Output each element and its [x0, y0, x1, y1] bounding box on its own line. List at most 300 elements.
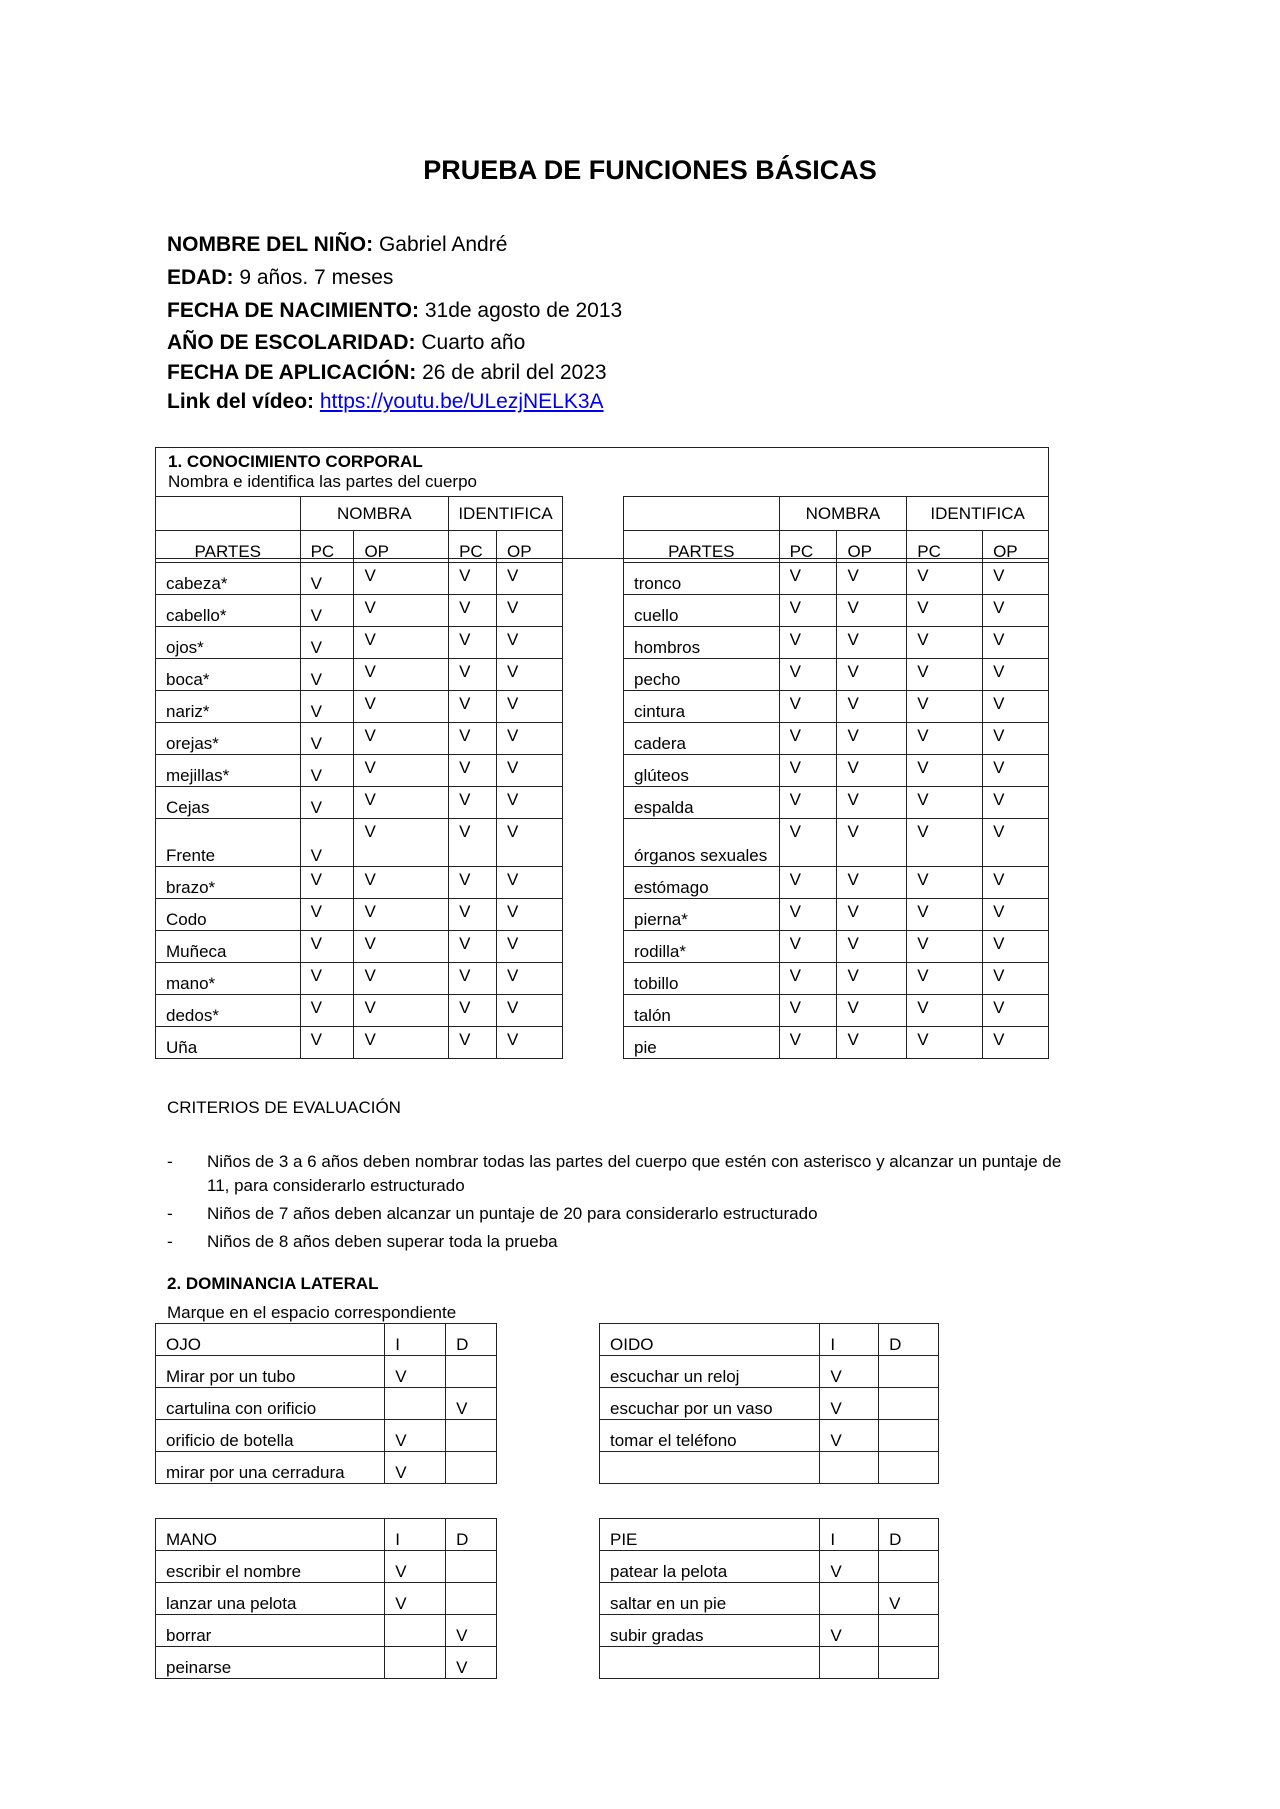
task-name: escuchar un reloj	[600, 1356, 820, 1388]
mark-nombra-pc: V	[300, 1027, 354, 1059]
mark-identifica-op: V	[497, 659, 563, 691]
part-name: brazo*	[156, 867, 301, 899]
mark-identifica-pc: V	[907, 691, 983, 723]
mark-identifica-op: V	[497, 963, 563, 995]
mark-identifica-pc: V	[907, 963, 983, 995]
mark-right: V	[879, 1583, 939, 1615]
part-name: órganos sexuales	[624, 819, 780, 867]
mark-left: V	[385, 1420, 446, 1452]
header-nombra: NOMBRA	[779, 497, 907, 531]
mark-nombra-op: V	[354, 595, 449, 627]
part-name: orejas*	[156, 723, 301, 755]
mark-left	[820, 1452, 879, 1484]
mark-nombra-pc: V	[779, 995, 837, 1027]
part-name: Cejas	[156, 787, 301, 819]
mark-identifica-op: V	[983, 819, 1049, 867]
mark-right	[446, 1356, 497, 1388]
table-row	[624, 963, 1049, 995]
mark-identifica-pc: V	[449, 755, 497, 787]
mark-nombra-op: V	[837, 931, 907, 963]
mark-identifica-pc: V	[907, 819, 983, 867]
criteria-item: - Niños de 3 a 6 años deben nombrar todas las partes del cuerpo que estén con asterisco y alcanzar un puntaje de 11, para considerarlo estructurado	[167, 1150, 1067, 1198]
mark-identifica-pc: V	[907, 995, 983, 1027]
mark-identifica-pc: V	[907, 931, 983, 963]
part-name: Frente	[156, 819, 301, 867]
video-link[interactable]: https://youtu.be/ULezjNELK3A	[319, 390, 604, 413]
header-op: OP	[983, 531, 1049, 563]
task-name	[600, 1452, 820, 1484]
body-parts-table-right	[623, 496, 1049, 1059]
mark-identifica-op: V	[497, 691, 563, 723]
mark-left: V	[820, 1388, 879, 1420]
mark-right	[879, 1647, 939, 1679]
part-name: Codo	[156, 899, 301, 931]
header-izquierda: I	[385, 1519, 446, 1551]
table-row	[624, 995, 1049, 1027]
mark-identifica-op: V	[497, 867, 563, 899]
criteria-list	[167, 1150, 1067, 1258]
dominance-header: OIDO	[600, 1324, 820, 1356]
table-row	[624, 755, 1049, 787]
part-name: talón	[624, 995, 780, 1027]
mark-identifica-op: V	[497, 995, 563, 1027]
task-name: Mirar por un tubo	[156, 1356, 385, 1388]
mark-right	[879, 1452, 939, 1484]
mark-identifica-pc: V	[449, 659, 497, 691]
mark-nombra-pc: V	[300, 723, 354, 755]
mark-identifica-op: V	[983, 563, 1049, 595]
mark-left	[820, 1583, 879, 1615]
table-row	[156, 1027, 563, 1059]
header-pc: PC	[449, 531, 497, 563]
table-row	[600, 1356, 939, 1388]
table-row	[156, 659, 563, 691]
part-name: Uña	[156, 1027, 301, 1059]
mark-nombra-pc: V	[779, 963, 837, 995]
part-name: nariz*	[156, 691, 301, 723]
mark-identifica-op: V	[983, 659, 1049, 691]
mark-nombra-op: V	[354, 995, 449, 1027]
mark-nombra-op: V	[837, 659, 907, 691]
table-row	[156, 1551, 497, 1583]
mark-nombra-op: V	[837, 867, 907, 899]
table-row	[156, 755, 563, 787]
header-row	[156, 1324, 497, 1356]
dominance-header: PIE	[600, 1519, 820, 1551]
task-name: lanzar una pelota	[156, 1583, 385, 1615]
mark-left: V	[385, 1583, 446, 1615]
mark-nombra-op: V	[354, 867, 449, 899]
table-row	[156, 867, 563, 899]
mark-nombra-op: V	[837, 963, 907, 995]
mark-identifica-op: V	[983, 931, 1049, 963]
mark-identifica-pc: V	[907, 755, 983, 787]
mark-nombra-op: V	[354, 563, 449, 595]
mark-nombra-op: V	[354, 787, 449, 819]
mark-nombra-pc: V	[779, 755, 837, 787]
criteria-title: CRITERIOS DE EVALUACIÓN	[167, 1098, 401, 1117]
mark-identifica-op: V	[497, 563, 563, 595]
mark-nombra-op: V	[837, 627, 907, 659]
part-name: tobillo	[624, 963, 780, 995]
mark-identifica-op: V	[497, 819, 563, 867]
mark-identifica-op: V	[983, 963, 1049, 995]
task-name: borrar	[156, 1615, 385, 1647]
part-name: espalda	[624, 787, 780, 819]
mark-nombra-pc: V	[300, 659, 354, 691]
part-name: mejillas*	[156, 755, 301, 787]
part-name: estómago	[624, 867, 780, 899]
table-row	[624, 867, 1049, 899]
task-name: escribir el nombre	[156, 1551, 385, 1583]
header-pc: PC	[907, 531, 983, 563]
mark-right: V	[446, 1388, 497, 1420]
table-row	[624, 659, 1049, 691]
mark-nombra-pc: V	[779, 819, 837, 867]
mark-right	[446, 1551, 497, 1583]
part-name: ojos*	[156, 627, 301, 659]
mark-nombra-op: V	[354, 819, 449, 867]
header-row	[600, 1519, 939, 1551]
mark-left	[820, 1647, 879, 1679]
task-name: patear la pelota	[600, 1551, 820, 1583]
info-name: NOMBRE DEL NIÑO: Gabriel André	[167, 233, 508, 256]
table-row	[600, 1647, 939, 1679]
mark-nombra-op: V	[354, 899, 449, 931]
mark-right	[446, 1420, 497, 1452]
header-row-columns	[624, 531, 1049, 563]
table-row	[156, 995, 563, 1027]
task-name: mirar por una cerradura	[156, 1452, 385, 1484]
table-row	[156, 963, 563, 995]
mark-identifica-pc: V	[449, 723, 497, 755]
table-row	[624, 595, 1049, 627]
mark-left	[385, 1388, 446, 1420]
mark-nombra-op: V	[354, 723, 449, 755]
table-row	[156, 1420, 497, 1452]
mark-identifica-op: V	[983, 899, 1049, 931]
mark-identifica-pc: V	[449, 595, 497, 627]
mark-identifica-op: V	[983, 755, 1049, 787]
page-title: PRUEBA DE FUNCIONES BÁSICAS	[423, 155, 877, 185]
mark-nombra-pc: V	[300, 595, 354, 627]
dominance-header: MANO	[156, 1519, 385, 1551]
table-row	[600, 1615, 939, 1647]
mark-nombra-pc: V	[779, 787, 837, 819]
mark-nombra-pc: V	[300, 931, 354, 963]
body-parts-table-left	[155, 496, 563, 1059]
mark-nombra-op: V	[837, 595, 907, 627]
part-name: dedos*	[156, 995, 301, 1027]
header-row	[600, 1324, 939, 1356]
header-pc: PC	[300, 531, 354, 563]
mark-left: V	[820, 1420, 879, 1452]
mark-left: V	[385, 1452, 446, 1484]
header-blank	[156, 497, 301, 531]
header-row-groups	[156, 497, 563, 531]
part-name: pecho	[624, 659, 780, 691]
mark-identifica-op: V	[983, 723, 1049, 755]
mark-nombra-pc: V	[779, 563, 837, 595]
part-name: hombros	[624, 627, 780, 659]
part-name: cuello	[624, 595, 780, 627]
mark-left: V	[820, 1551, 879, 1583]
part-name: cabeza*	[156, 563, 301, 595]
header-pc: PC	[779, 531, 837, 563]
table-row	[624, 563, 1049, 595]
mark-right: V	[446, 1615, 497, 1647]
mark-identifica-pc: V	[449, 627, 497, 659]
mark-identifica-op: V	[497, 755, 563, 787]
mark-nombra-op: V	[354, 659, 449, 691]
section1-title: 1. CONOCIMIENTO CORPORAL	[168, 452, 423, 471]
header-derecha: D	[879, 1519, 939, 1551]
mark-identifica-pc: V	[449, 787, 497, 819]
header-derecha: D	[879, 1324, 939, 1356]
mark-nombra-op: V	[354, 1027, 449, 1059]
info-application-date: FECHA DE APLICACIÓN: 26 de abril del 2023	[167, 361, 607, 384]
part-name: mano*	[156, 963, 301, 995]
header-derecha: D	[446, 1519, 497, 1551]
header-derecha: D	[446, 1324, 497, 1356]
mark-identifica-op: V	[497, 595, 563, 627]
mark-right	[879, 1356, 939, 1388]
part-name: tronco	[624, 563, 780, 595]
mark-nombra-pc: V	[779, 931, 837, 963]
mark-identifica-pc: V	[449, 1027, 497, 1059]
dominance-table-hand	[155, 1518, 497, 1679]
table-row	[624, 899, 1049, 931]
part-name: cintura	[624, 691, 780, 723]
mark-identifica-op: V	[497, 787, 563, 819]
mark-identifica-op: V	[983, 595, 1049, 627]
section2-subtitle: Marque en el espacio correspondiente	[167, 1303, 457, 1322]
mark-left	[385, 1615, 446, 1647]
mark-right	[446, 1452, 497, 1484]
part-name: cadera	[624, 723, 780, 755]
header-op: OP	[837, 531, 907, 563]
header-blank	[624, 497, 780, 531]
mark-identifica-pc: V	[907, 627, 983, 659]
mark-identifica-pc: V	[449, 563, 497, 595]
header-partes: PARTES	[156, 531, 301, 563]
header-row-columns	[156, 531, 563, 563]
table-row	[156, 1356, 497, 1388]
table-row	[600, 1583, 939, 1615]
dominance-header: OJO	[156, 1324, 385, 1356]
table-row	[600, 1551, 939, 1583]
mark-nombra-pc: V	[779, 899, 837, 931]
task-name: orificio de botella	[156, 1420, 385, 1452]
header-nombra: NOMBRA	[300, 497, 449, 531]
evaluation-criteria	[167, 1098, 1062, 1251]
mark-identifica-pc: V	[449, 691, 497, 723]
mark-identifica-op: V	[983, 867, 1049, 899]
task-name: tomar el teléfono	[600, 1420, 820, 1452]
mark-left: V	[820, 1615, 879, 1647]
mark-identifica-pc: V	[907, 1027, 983, 1059]
criteria-item: - Niños de 7 años deben alcanzar un puntaje de 20 para considerarlo estructurado	[167, 1202, 1067, 1226]
criteria-item: - Niños de 8 años deben superar toda la prueba	[167, 1230, 1067, 1254]
table-row	[156, 899, 563, 931]
mark-identifica-pc: V	[449, 931, 497, 963]
table-row	[156, 819, 563, 867]
table-row	[624, 819, 1049, 867]
mark-nombra-op: V	[837, 787, 907, 819]
mark-nombra-pc: V	[779, 867, 837, 899]
task-name: cartulina con orificio	[156, 1388, 385, 1420]
mark-nombra-pc: V	[300, 867, 354, 899]
mark-nombra-op: V	[354, 963, 449, 995]
task-name: escuchar por un vaso	[600, 1388, 820, 1420]
mark-right	[446, 1583, 497, 1615]
mark-nombra-pc: V	[300, 819, 354, 867]
mark-identifica-pc: V	[449, 867, 497, 899]
info-video-link: Link del vídeo: https://youtu.be/ULezjNELK3A	[167, 390, 604, 413]
mark-identifica-op: V	[497, 723, 563, 755]
mark-nombra-pc: V	[779, 595, 837, 627]
mark-nombra-op: V	[354, 691, 449, 723]
table-row	[624, 1027, 1049, 1059]
table-row	[624, 723, 1049, 755]
task-name: peinarse	[156, 1647, 385, 1679]
mark-nombra-op: V	[837, 995, 907, 1027]
mark-identifica-op: V	[497, 899, 563, 931]
header-izquierda: I	[385, 1324, 446, 1356]
table-row	[156, 723, 563, 755]
mark-identifica-op: V	[497, 931, 563, 963]
mark-right	[879, 1551, 939, 1583]
table-row	[156, 1452, 497, 1484]
part-name: glúteos	[624, 755, 780, 787]
table-row	[156, 1388, 497, 1420]
mark-identifica-pc: V	[907, 595, 983, 627]
mark-nombra-pc: V	[779, 627, 837, 659]
mark-right	[879, 1615, 939, 1647]
mark-identifica-op: V	[983, 691, 1049, 723]
mark-identifica-pc: V	[907, 659, 983, 691]
mark-identifica-op: V	[983, 1027, 1049, 1059]
mark-nombra-pc: V	[300, 755, 354, 787]
mark-identifica-op: V	[497, 627, 563, 659]
mark-identifica-pc: V	[907, 787, 983, 819]
header-op: OP	[354, 531, 449, 563]
header-identifica: IDENTIFICA	[449, 497, 563, 531]
mark-right: V	[446, 1647, 497, 1679]
info-age: EDAD: 9 años. 7 meses	[167, 266, 394, 289]
mark-nombra-pc: V	[300, 627, 354, 659]
mark-nombra-pc: V	[779, 659, 837, 691]
table-row	[156, 563, 563, 595]
mark-nombra-op: V	[354, 627, 449, 659]
dominance-table-foot	[599, 1518, 939, 1679]
mark-nombra-op: V	[837, 899, 907, 931]
mark-identifica-pc: V	[449, 899, 497, 931]
task-name: saltar en un pie	[600, 1583, 820, 1615]
header-izquierda: I	[820, 1324, 879, 1356]
mark-left: V	[385, 1551, 446, 1583]
table-row	[624, 691, 1049, 723]
mark-identifica-pc: V	[449, 995, 497, 1027]
header-row	[156, 1519, 497, 1551]
mark-identifica-pc: V	[449, 819, 497, 867]
mark-nombra-op: V	[837, 563, 907, 595]
table-row	[600, 1452, 939, 1484]
mark-nombra-pc: V	[300, 691, 354, 723]
mark-identifica-op: V	[983, 627, 1049, 659]
table-row	[156, 1583, 497, 1615]
mark-identifica-op: V	[983, 995, 1049, 1027]
mark-nombra-pc: V	[300, 787, 354, 819]
table-row	[600, 1388, 939, 1420]
table-row	[600, 1420, 939, 1452]
mark-left: V	[820, 1356, 879, 1388]
dominance-table-ear	[599, 1323, 939, 1484]
mark-nombra-pc: V	[300, 963, 354, 995]
mark-identifica-op: V	[497, 1027, 563, 1059]
table-row	[156, 1647, 497, 1679]
table-row	[156, 1615, 497, 1647]
mark-right	[879, 1388, 939, 1420]
part-name: rodilla*	[624, 931, 780, 963]
dominance-table-eye	[155, 1323, 497, 1484]
mark-nombra-op: V	[837, 691, 907, 723]
mark-identifica-pc: V	[907, 723, 983, 755]
mark-nombra-pc: V	[779, 1027, 837, 1059]
header-partes: PARTES	[624, 531, 780, 563]
table-row	[156, 931, 563, 963]
header-row-groups	[624, 497, 1049, 531]
info-school-year: AÑO DE ESCOLARIDAD: Cuarto año	[167, 331, 526, 354]
mark-nombra-op: V	[837, 755, 907, 787]
mark-nombra-op: V	[837, 723, 907, 755]
mark-identifica-pc: V	[449, 963, 497, 995]
task-name: subir gradas	[600, 1615, 820, 1647]
table-row	[156, 595, 563, 627]
mark-nombra-op: V	[837, 1027, 907, 1059]
mark-nombra-pc: V	[300, 563, 354, 595]
mark-nombra-pc: V	[300, 899, 354, 931]
section1-subtitle: Nombra e identifica las partes del cuerpo	[168, 472, 477, 491]
info-birthdate: FECHA DE NACIMIENTO: 31de agosto de 2013	[167, 299, 623, 322]
part-name: Muñeca	[156, 931, 301, 963]
table-row	[624, 627, 1049, 659]
mark-nombra-op: V	[837, 819, 907, 867]
mark-nombra-op: V	[354, 755, 449, 787]
mark-nombra-pc: V	[300, 995, 354, 1027]
mark-nombra-pc: V	[779, 723, 837, 755]
mark-left	[385, 1647, 446, 1679]
part-name: cabello*	[156, 595, 301, 627]
table-row	[624, 787, 1049, 819]
mark-identifica-pc: V	[907, 563, 983, 595]
table-row	[156, 627, 563, 659]
header-izquierda: I	[820, 1519, 879, 1551]
student-info	[167, 228, 622, 416]
table-row	[156, 787, 563, 819]
part-name: pierna*	[624, 899, 780, 931]
table-row	[156, 691, 563, 723]
mark-identifica-pc: V	[907, 867, 983, 899]
mark-left: V	[385, 1356, 446, 1388]
mark-identifica-pc: V	[907, 899, 983, 931]
table-row	[624, 931, 1049, 963]
mark-identifica-op: V	[983, 787, 1049, 819]
mark-right	[879, 1420, 939, 1452]
header-op: OP	[497, 531, 563, 563]
mark-nombra-op: V	[354, 931, 449, 963]
header-identifica: IDENTIFICA	[907, 497, 1049, 531]
